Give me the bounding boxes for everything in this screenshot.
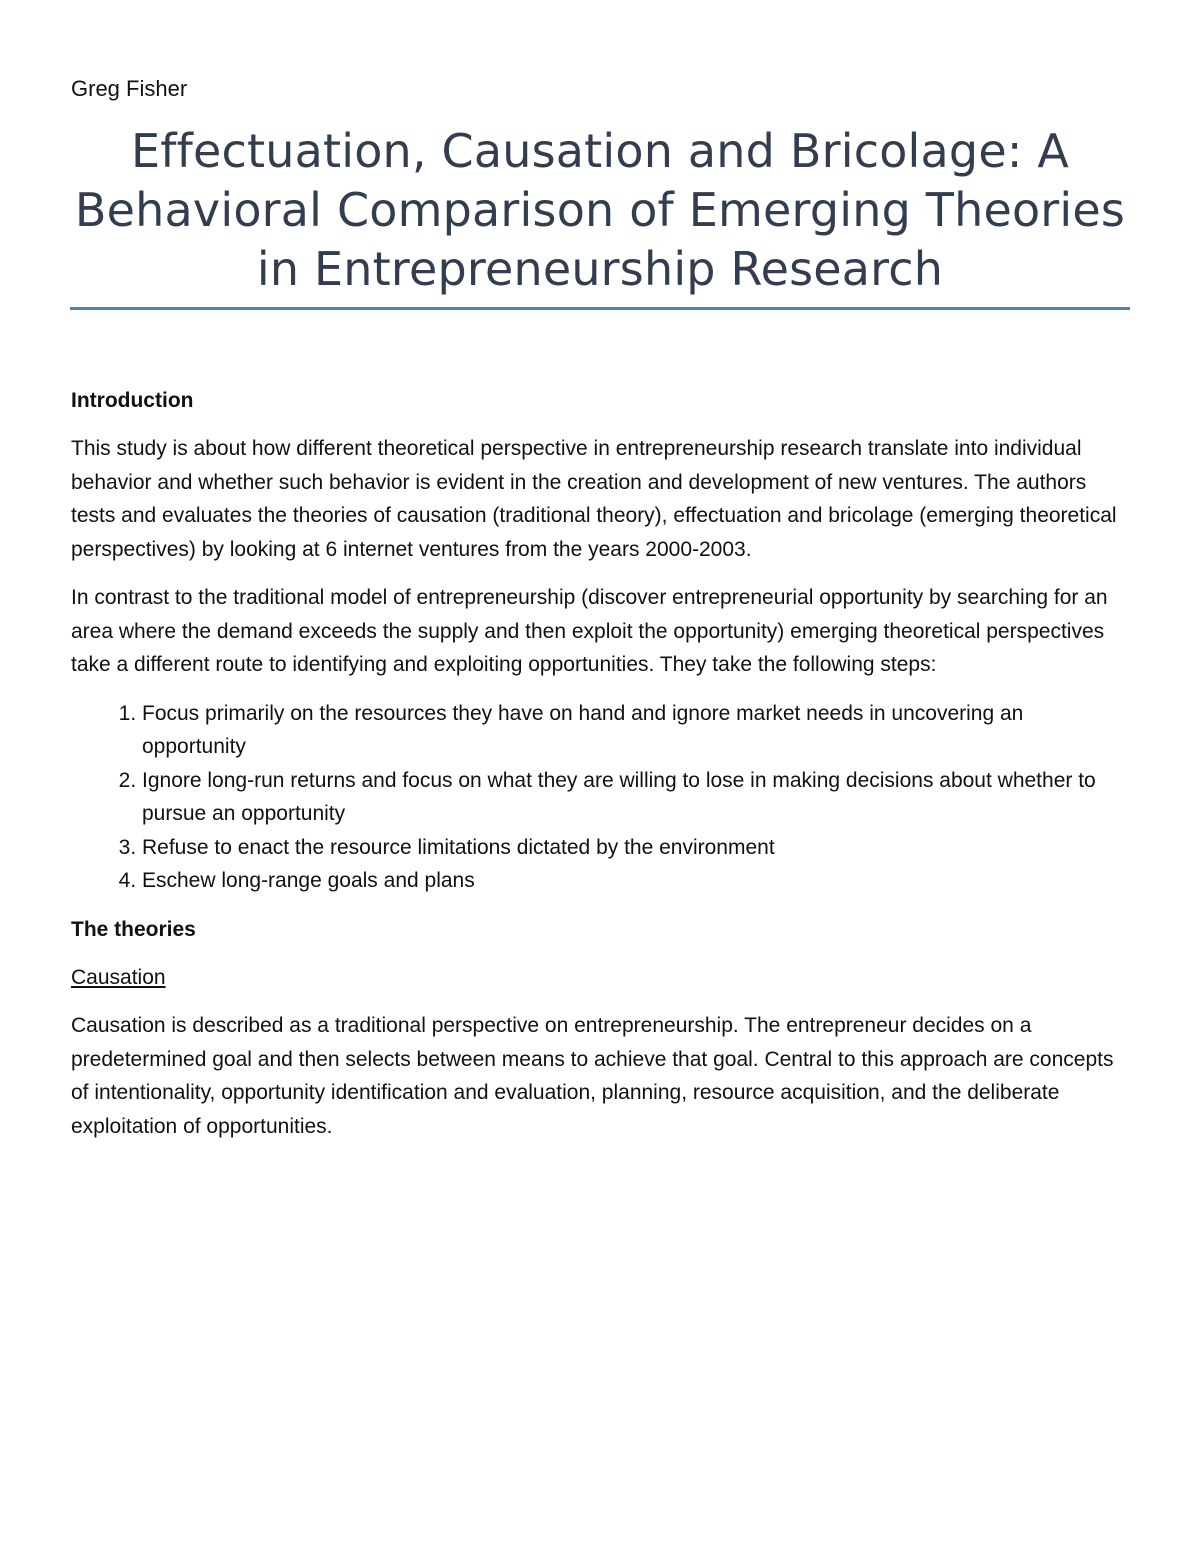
introduction-paragraph-2: In contrast to the traditional model of entrepreneurship (discover entrepreneurial opportunity by searching for an area where the demand exceeds the supply and then exploit the opportunity) emerging theoretical perspectives take a different route to identifying and exploiting opportunities. They take the following steps: — [71, 586, 1108, 676]
author-name: Greg Fisher — [71, 76, 188, 101]
list-item: 3. Refuse to enact the resource limitations dictated by the environment — [142, 831, 1131, 865]
title-underline-rule — [70, 307, 1130, 310]
introduction-paragraph-1: This study is about how different theoretical perspective in entrepreneurship research translate into individual behavior and whether such behavior is evident in the creation and development of new ventures. The authors tests and evaluates the theories of causation (traditional theory), effectuation and bricolage (emerging theoretical perspectives) by looking at 6 internet ventures from the years 2000-2003. — [71, 437, 1117, 561]
causation-subheading: Causation — [71, 965, 166, 989]
theories-heading: The theories — [71, 917, 196, 941]
introduction-heading: Introduction — [71, 389, 194, 412]
list-item: 2. Ignore long-run returns and focus on what they are willing to lose in making decisions about whether to pursue an opportunity — [142, 764, 1131, 831]
steps-list — [71, 697, 1131, 898]
list-item: 1. Focus primarily on the resources they have on hand and ignore market needs in uncovering an opportunity — [142, 697, 1131, 764]
document-title: Effectuation, Causation and Bricolage: A Behavioral Comparison of Emerging Theories in Entrepreneurship Research — [74, 124, 1126, 296]
document-body — [71, 384, 1131, 1158]
causation-paragraph: Causation is described as a traditional perspective on entrepreneurship. The entrepreneur decides on a predetermined goal and then selects between means to achieve that goal. Central to this approach are concepts of intentionality, opportunity identification and evaluation, planning, resource acquisition, and the deliberate exploitation of opportunities. — [71, 1014, 1114, 1138]
list-item: 4. Eschew long-range goals and plans — [142, 864, 1131, 898]
